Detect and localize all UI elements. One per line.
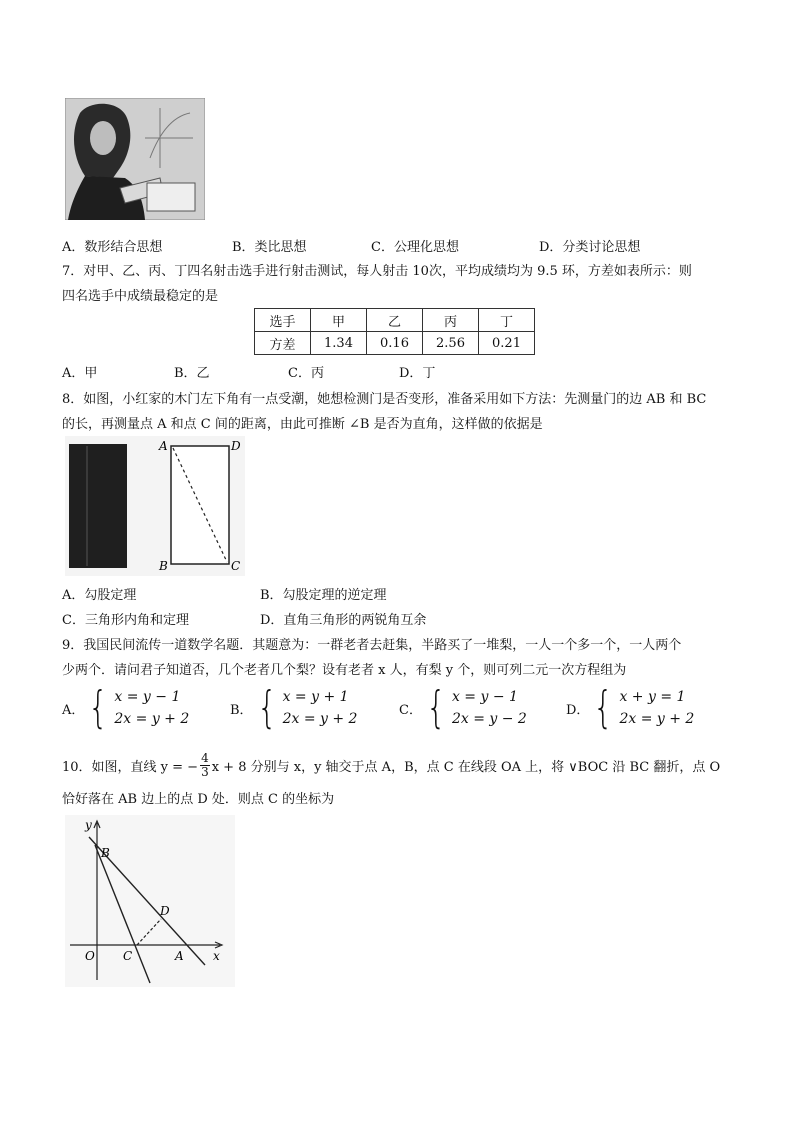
table-cell: 0.16 [367,332,423,355]
equation-1: x = y − 1 [114,689,181,705]
q7-stem-line1: 7．对甲、乙、丙、丁四名射击选手进行射击测试，每人射击 10次，平均成绩均为 9.5 环，方差如表所示：则 [62,264,692,279]
label-c: C [231,559,241,573]
q8-option-a: A．勾股定理 [62,588,137,603]
q9-option-a: A． { x = y − 1 2x = y + 2 [62,682,190,733]
equation-2: 2x = y − 2 [451,711,527,727]
label-o: O [85,949,95,963]
label-x: x [213,949,220,963]
descartes-portrait-image [65,98,205,220]
q10-stem-line1 [62,752,720,779]
q8-stem-line2: 的长，再测量点 A 和点 C 间的距离，由此可推断 ∠B 是否为直角，这样做的依据是 [62,417,543,432]
table-header-row [255,309,535,332]
table-cell: 乙 [367,309,423,332]
fraction-denominator: 3 [201,765,209,779]
label-a: A [175,949,184,963]
option-label: C． [399,702,422,718]
q10-suffix: x + 8 分别与 x，y 轴交于点 A，B，点 C 在线段 OA 上，将 ∨BOC 沿 BC 翻折，点 O [211,760,721,775]
option-label: D． [566,702,590,718]
table-cell: 方差 [255,332,311,355]
q8-option-d: D．直角三角形的两锐角互余 [260,613,427,628]
table-cell: 2.56 [423,332,479,355]
table-cell: 1.34 [311,332,367,355]
table-cell: 丙 [423,309,479,332]
q7-stem-line2: 四名选手中成绩最稳定的是 [62,289,219,304]
label-a: A [159,439,168,453]
q8-option-c: C．三角形内角和定理 [62,613,189,628]
label-c: C [123,949,133,963]
q8-option-b: B．勾股定理的逆定理 [260,588,387,603]
option-label: B． [230,702,253,718]
variance-table [254,308,535,355]
q6-option-d: D．分类讨论思想 [539,240,641,255]
q6-option-b: B．类比思想 [232,240,307,255]
label-d: D [231,439,241,453]
fraction [200,752,210,779]
table-cell: 选手 [255,309,311,332]
table-cell: 甲 [311,309,367,332]
q9-option-c: C． { x = y − 1 2x = y − 2 [399,682,527,733]
q8-stem-line1: 8．如图，小红家的木门左下角有一点受潮，她想检测门是否变形，准备采用如下方法：先测量门的边 AB 和 BC [62,392,707,407]
option-label: A． [62,702,85,718]
equation-2: 2x = y + 2 [619,711,695,727]
equation-2: 2x = y + 2 [114,711,190,727]
table-cell: 丁 [479,309,535,332]
table-row [255,332,535,355]
q6-option-a: A．数形结合思想 [62,240,163,255]
table-cell: 0.21 [479,332,535,355]
q7-option-a: A．甲 [62,366,98,381]
label-d: D [160,904,170,918]
equation-1: x = y − 1 [451,689,518,705]
q10-prefix: 10．如图，直线 y = − [62,760,199,775]
q7-option-b: B．乙 [174,366,210,381]
q9-stem-line2: 少两个．请问君子知道否，几个老者几个梨？设有老者 x 人，有梨 y 个，则可列二元一次方程组为 [62,663,627,678]
equation-2: 2x = y + 2 [282,711,358,727]
q9-option-d: D． { x + y = 1 2x = y + 2 [566,682,695,733]
label-y: y [85,818,92,832]
q6-option-c: C．公理化思想 [371,240,459,255]
q7-option-c: C．丙 [288,366,324,381]
equation-1: x = y + 1 [282,689,349,705]
equation-1: x + y = 1 [619,689,686,705]
q7-option-d: D．丁 [399,366,436,381]
coordinate-figure [65,815,235,987]
fraction-numerator: 4 [201,751,209,765]
door-figure [65,436,245,576]
q9-stem-line1: 9．我国民间流传一道数学名题．其题意为：一群老者去赶集，半路买了一堆梨，一人一个多一个，一人两个 [62,638,682,653]
label-b: B [101,846,110,860]
q9-option-b: B． { x = y + 1 2x = y + 2 [230,682,358,733]
label-b: B [159,559,168,573]
q10-stem-line2: 恰好落在 AB 边上的点 D 处．则点 C 的坐标为 [62,792,335,807]
